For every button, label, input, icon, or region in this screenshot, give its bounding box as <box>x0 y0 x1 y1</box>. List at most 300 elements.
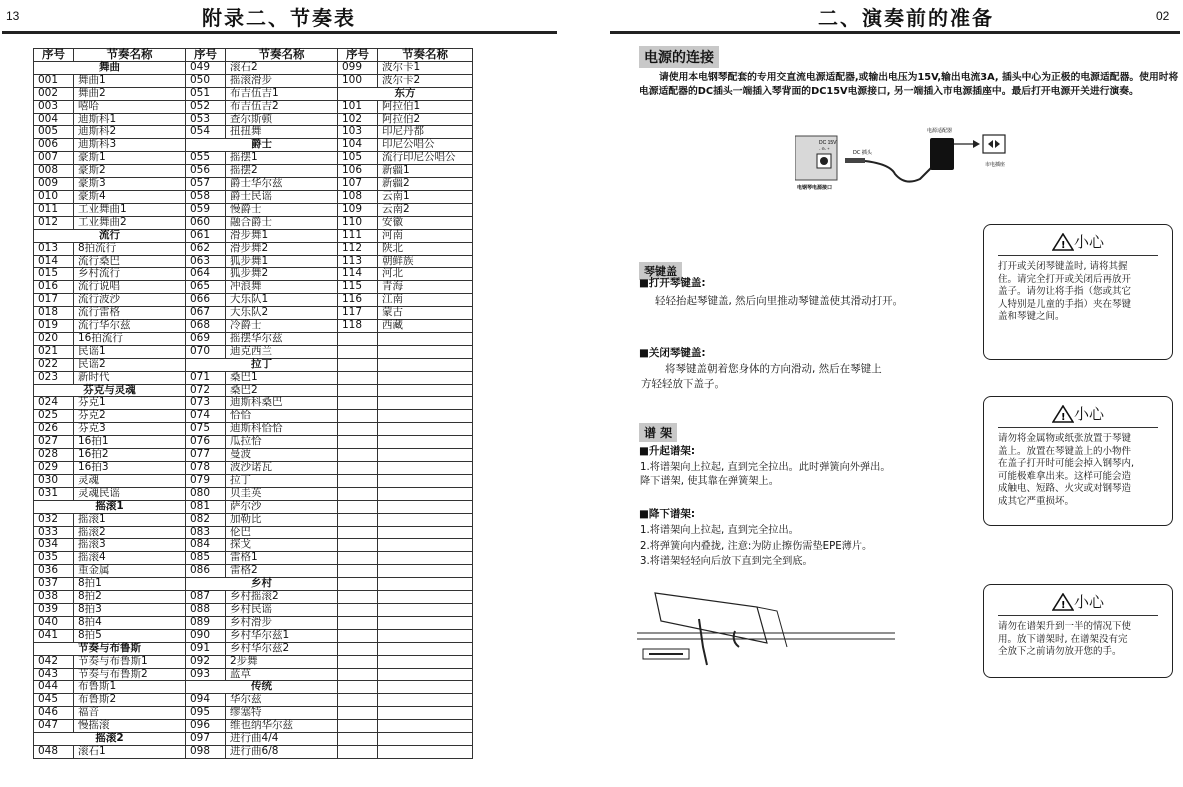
table-row <box>34 655 473 668</box>
rhythm-number-cell: 091 <box>186 642 226 655</box>
rhythm-number-cell: 110 <box>338 216 378 229</box>
rhythm-number-cell: 059 <box>186 203 226 216</box>
stand-lower-title: ■降下谱架: <box>639 508 696 520</box>
stand-heading: 谱 架 <box>639 423 677 442</box>
rhythm-name-cell: 乡村流行 <box>74 268 186 281</box>
dc-plug <box>845 158 865 163</box>
rhythm-number-cell: 058 <box>186 190 226 203</box>
rhythm-number-cell: 074 <box>186 410 226 423</box>
caution-title: 小心 <box>1073 405 1104 423</box>
rhythm-name-cell: 民谣2 <box>74 358 186 371</box>
table-header-cell: 节奏名称 <box>226 49 338 62</box>
rhythm-number-cell: 013 <box>34 242 74 255</box>
table-row <box>34 565 473 578</box>
rhythm-name-cell: 慢爵士 <box>226 203 338 216</box>
rhythm-number-cell: 014 <box>34 255 74 268</box>
rhythm-name-cell <box>378 345 473 358</box>
rhythm-name-cell <box>378 629 473 642</box>
rhythm-name-cell <box>378 526 473 539</box>
rhythm-number-cell: 056 <box>186 165 226 178</box>
rhythm-name-cell <box>378 707 473 720</box>
rhythm-name-cell <box>378 410 473 423</box>
rhythm-number-cell: 009 <box>34 178 74 191</box>
rhythm-number-cell: 044 <box>34 681 74 694</box>
rhythm-name-cell <box>378 384 473 397</box>
warning-icon <box>1052 593 1074 611</box>
rhythm-number-cell: 088 <box>186 603 226 616</box>
power-cable <box>865 161 935 182</box>
table-row <box>34 255 473 268</box>
rhythm-name-cell: 流行波沙 <box>74 294 186 307</box>
rhythm-name-cell: 豪斯3 <box>74 178 186 191</box>
rhythm-number-cell <box>338 642 378 655</box>
rhythm-name-cell: 爵士华尔兹 <box>226 178 338 191</box>
rhythm-name-cell: 8拍流行 <box>74 242 186 255</box>
rhythm-number-cell: 094 <box>186 694 226 707</box>
rhythm-number-cell: 029 <box>34 462 74 475</box>
rhythm-number-cell: 104 <box>338 139 378 152</box>
title-rule-left <box>2 31 557 34</box>
table-header-cell: 序号 <box>34 49 74 62</box>
category-cell: 拉丁 <box>186 358 338 371</box>
rhythm-name-cell: 阿拉伯1 <box>378 100 473 113</box>
table-header-cell: 节奏名称 <box>74 49 186 62</box>
rhythm-number-cell: 116 <box>338 294 378 307</box>
svg-text:!: ! <box>1060 411 1066 423</box>
rhythm-number-cell <box>338 500 378 513</box>
rhythm-number-cell: 115 <box>338 281 378 294</box>
rhythm-number-cell: 006 <box>34 139 74 152</box>
rhythm-number-cell: 083 <box>186 526 226 539</box>
rhythm-name-cell <box>378 423 473 436</box>
rhythm-name-cell: 加勒比 <box>226 513 338 526</box>
table-header-row <box>34 49 473 62</box>
table-row <box>34 203 473 216</box>
caution-box-1 <box>983 224 1173 360</box>
rhythm-name-cell <box>378 371 473 384</box>
table-row <box>34 358 473 371</box>
table-row <box>34 462 473 475</box>
rhythm-number-cell: 017 <box>34 294 74 307</box>
rhythm-name-cell <box>378 655 473 668</box>
rhythm-name-cell <box>378 332 473 345</box>
table-row <box>34 126 473 139</box>
lid-close-body-2: 方轻轻放下盖子。 <box>641 378 725 390</box>
rhythm-name-cell: 河北 <box>378 268 473 281</box>
table-row <box>34 526 473 539</box>
rhythm-number-cell <box>338 332 378 345</box>
plug-label: DC 插头 <box>853 150 872 156</box>
rhythm-number-cell: 003 <box>34 100 74 113</box>
rhythm-name-cell: 大乐队1 <box>226 294 338 307</box>
rhythm-name-cell: 工业舞曲2 <box>74 216 186 229</box>
rhythm-number-cell <box>338 694 378 707</box>
rhythm-number-cell: 085 <box>186 552 226 565</box>
rhythm-name-cell: 重金属 <box>74 565 186 578</box>
table-row <box>34 513 473 526</box>
rhythm-number-cell: 016 <box>34 281 74 294</box>
caution-line: 成触电、短路、火灾或对钢琴造 <box>998 483 1132 494</box>
rhythm-name-cell: 迪斯科2 <box>74 126 186 139</box>
lid-heading: 琴键盖 <box>639 262 682 280</box>
rhythm-number-cell: 068 <box>186 320 226 333</box>
rhythm-name-cell: 芬克3 <box>74 423 186 436</box>
rhythm-name-cell: 流行华尔兹 <box>74 320 186 333</box>
lid-open-title: ■打开琴键盖: <box>639 277 706 289</box>
rhythm-name-cell: 桑巴2 <box>226 384 338 397</box>
jack-sub: - ⊖- + <box>819 146 830 151</box>
rhythm-name-cell <box>378 616 473 629</box>
rhythm-number-cell: 054 <box>186 126 226 139</box>
rhythm-number-cell <box>338 707 378 720</box>
table-row <box>34 629 473 642</box>
table-row <box>34 539 473 552</box>
rhythm-number-cell: 117 <box>338 307 378 320</box>
rhythm-name-cell <box>378 745 473 758</box>
rhythm-number-cell: 093 <box>186 668 226 681</box>
rhythm-name-cell <box>378 462 473 475</box>
rhythm-name-cell <box>378 720 473 733</box>
table-row <box>34 423 473 436</box>
rhythm-name-cell: 云南2 <box>378 203 473 216</box>
rhythm-name-cell <box>378 565 473 578</box>
caution-line: 打开或关闭琴键盖时, 请将其握 <box>998 261 1128 272</box>
category-cell: 摇滚1 <box>34 500 186 513</box>
rhythm-name-cell: 8拍1 <box>74 578 186 591</box>
rhythm-number-cell: 043 <box>34 668 74 681</box>
rhythm-number-cell: 081 <box>186 500 226 513</box>
rhythm-name-cell: 福音 <box>74 707 186 720</box>
table-row <box>34 268 473 281</box>
caution-line: 成其它严重损坏。 <box>998 495 1075 507</box>
rhythm-name-cell: 摇摆华尔兹 <box>226 332 338 345</box>
table-row <box>34 307 473 320</box>
table-row <box>34 668 473 681</box>
table-row <box>34 578 473 591</box>
socket-label: 市电插座 <box>985 162 1006 168</box>
rhythm-number-cell: 034 <box>34 539 74 552</box>
rhythm-number-cell <box>338 487 378 500</box>
rhythm-name-cell <box>378 436 473 449</box>
rhythm-name-cell: 流行雷格 <box>74 307 186 320</box>
rhythm-name-cell: 16拍3 <box>74 462 186 475</box>
rhythm-number-cell: 071 <box>186 371 226 384</box>
jack-caption: 电钢琴电源接口 <box>797 185 833 191</box>
caution-box-3 <box>983 584 1173 678</box>
rhythm-name-cell: 摇滚滑步 <box>226 74 338 87</box>
rhythm-name-cell: 冲浪舞 <box>226 281 338 294</box>
rhythm-name-cell: 维也纳华尔兹 <box>226 720 338 733</box>
caution-line: 在盖子打开时可能会掉入钢琴内, <box>998 458 1135 469</box>
category-cell: 芬克与灵魂 <box>34 384 186 397</box>
rhythm-name-cell: 乡村滑步 <box>226 616 338 629</box>
rhythm-number-cell <box>338 629 378 642</box>
category-cell: 东方 <box>338 87 473 100</box>
table-row <box>34 345 473 358</box>
table-header-cell: 序号 <box>338 49 378 62</box>
rhythm-name-cell: 摇摆1 <box>226 152 338 165</box>
power-heading: 电源的连接 <box>639 46 719 68</box>
rhythm-number-cell: 075 <box>186 423 226 436</box>
rhythm-number-cell: 020 <box>34 332 74 345</box>
rhythm-number-cell <box>338 616 378 629</box>
rhythm-name-cell: 灵魂 <box>74 474 186 487</box>
rhythm-number-cell: 037 <box>34 578 74 591</box>
table-row <box>34 487 473 500</box>
rhythm-number-cell <box>338 358 378 371</box>
music-stand-illustration <box>637 585 897 685</box>
caution-line: 盖上。放置在琴键盖上的小物件 <box>998 445 1132 457</box>
rhythm-name-cell: 2步舞 <box>226 655 338 668</box>
table-row <box>34 100 473 113</box>
rhythm-name-cell: 摇滚4 <box>74 552 186 565</box>
caution-title: 小心 <box>1073 233 1104 251</box>
rhythm-number-cell: 050 <box>186 74 226 87</box>
rhythm-name-cell: 缪塞特 <box>226 707 338 720</box>
rhythm-name-cell: 拉丁 <box>226 474 338 487</box>
rhythm-number-cell <box>338 371 378 384</box>
rhythm-name-cell: 雷格2 <box>226 565 338 578</box>
rhythm-name-cell: 布鲁斯1 <box>74 681 186 694</box>
rhythm-name-cell <box>378 487 473 500</box>
rhythm-number-cell: 087 <box>186 591 226 604</box>
rhythm-name-cell <box>378 681 473 694</box>
rhythm-name-cell: 8拍3 <box>74 603 186 616</box>
table-row <box>34 642 473 655</box>
table-row <box>34 190 473 203</box>
caution-body <box>984 433 1172 514</box>
rhythm-number-cell <box>338 733 378 746</box>
rhythm-number-cell: 103 <box>338 126 378 139</box>
rhythm-number-cell: 052 <box>186 100 226 113</box>
rhythm-name-cell: 舞曲1 <box>74 74 186 87</box>
category-cell: 舞曲 <box>34 61 186 74</box>
rhythm-number-cell: 097 <box>186 733 226 746</box>
table-row <box>34 707 473 720</box>
rhythm-number-cell: 047 <box>34 720 74 733</box>
rhythm-name-cell: 滚石1 <box>74 745 186 758</box>
rhythm-name-cell: 贝圭英 <box>226 487 338 500</box>
rhythm-name-cell: 桑巴1 <box>226 371 338 384</box>
rhythm-name-cell: 摇滚3 <box>74 539 186 552</box>
rhythm-number-cell: 032 <box>34 513 74 526</box>
lid-close-body-1: 将琴键盖朝着您身体的方向滑动, 然后在琴键上 <box>665 363 882 375</box>
rhythm-name-cell: 豪斯4 <box>74 190 186 203</box>
table-row <box>34 87 473 100</box>
caution-line: 盖子。请勿让将手指（您或其它 <box>998 286 1132 297</box>
rhythm-number-cell: 102 <box>338 113 378 126</box>
rhythm-name-cell: 流行桑巴 <box>74 255 186 268</box>
rhythm-number-cell: 053 <box>186 113 226 126</box>
rhythm-number-cell <box>338 345 378 358</box>
table-row <box>34 216 473 229</box>
rhythm-number-cell: 086 <box>186 565 226 578</box>
stand-raise-title: ■升起谱架: <box>639 445 696 457</box>
table-row <box>34 591 473 604</box>
caution-body <box>984 261 1172 330</box>
rhythm-number-cell: 066 <box>186 294 226 307</box>
stand-lower-2: 2.将弹簧向内叠拢, 注意:为防止擦伤需垫EPE薄片。 <box>640 541 873 552</box>
table-row <box>34 720 473 733</box>
rhythm-number-cell: 114 <box>338 268 378 281</box>
rhythm-number-cell: 096 <box>186 720 226 733</box>
rhythm-name-cell: 8拍4 <box>74 616 186 629</box>
rhythm-number-cell: 106 <box>338 165 378 178</box>
rhythm-name-cell: 波沙诺瓦 <box>226 462 338 475</box>
rhythm-number-cell: 004 <box>34 113 74 126</box>
rhythm-number-cell: 042 <box>34 655 74 668</box>
rhythm-number-cell: 041 <box>34 629 74 642</box>
rhythm-number-cell: 048 <box>34 745 74 758</box>
power-body: 请使用本电钢琴配套的专用交直流电源适配器,或输出电压为15V,输出电流3A, 插头中心为正极的电源适配器。使用时将电源适配器的DC插头一端插入琴背面的DC15V电源接口, 另一端插入市电源插座中。最后打开电源开关进行演奏。 <box>639 72 1179 97</box>
rhythm-name-cell: 迪斯科1 <box>74 113 186 126</box>
rhythm-number-cell: 025 <box>34 410 74 423</box>
rhythm-number-cell <box>338 668 378 681</box>
rhythm-name-cell: 萨尔沙 <box>226 500 338 513</box>
svg-text:!: ! <box>1060 239 1066 251</box>
rhythm-table <box>33 48 473 759</box>
svg-text:!: ! <box>1060 599 1066 611</box>
rhythm-name-cell: 乡村摇滚2 <box>226 591 338 604</box>
category-cell: 乡村 <box>186 578 338 591</box>
table-row <box>34 281 473 294</box>
rhythm-number-cell: 022 <box>34 358 74 371</box>
rhythm-number-cell: 007 <box>34 152 74 165</box>
rhythm-name-cell: 爵士民谣 <box>226 190 338 203</box>
rhythm-name-cell: 冷爵士 <box>226 320 338 333</box>
stand-lower-3: 3.将谱架轻轻向后放下直到完全到底。 <box>640 556 813 567</box>
lid-close-title: ■关闭琴键盖: <box>639 347 706 359</box>
rhythm-name-cell <box>378 578 473 591</box>
rhythm-number-cell: 089 <box>186 616 226 629</box>
rhythm-number-cell: 112 <box>338 242 378 255</box>
rhythm-number-cell: 024 <box>34 397 74 410</box>
rhythm-number-cell: 098 <box>186 745 226 758</box>
rhythm-name-cell: 华尔兹 <box>226 694 338 707</box>
rhythm-name-cell: 朝鲜族 <box>378 255 473 268</box>
table-row <box>34 139 473 152</box>
rhythm-name-cell <box>378 694 473 707</box>
warning-icon <box>1052 233 1074 251</box>
rhythm-name-cell: 舞曲2 <box>74 87 186 100</box>
rhythm-name-cell: 8拍5 <box>74 629 186 642</box>
rhythm-name-cell: 恰恰 <box>226 410 338 423</box>
caution-line: 可能极难拿出来。这样可能会造 <box>998 470 1132 482</box>
rhythm-number-cell <box>338 410 378 423</box>
rhythm-name-cell: 16拍1 <box>74 436 186 449</box>
rhythm-name-cell: 乡村民谣 <box>226 603 338 616</box>
rhythm-number-cell <box>338 526 378 539</box>
adapter-icon <box>930 138 954 170</box>
rhythm-name-cell <box>378 668 473 681</box>
rhythm-number-cell: 023 <box>34 371 74 384</box>
rhythm-name-cell: 乡村华尔兹2 <box>226 642 338 655</box>
rhythm-number-cell: 078 <box>186 462 226 475</box>
rhythm-number-cell: 111 <box>338 229 378 242</box>
table-row <box>34 474 473 487</box>
caution-line: 住。请完全打开或关闭后再放开 <box>998 273 1132 285</box>
table-row <box>34 681 473 694</box>
rhythm-number-cell: 027 <box>34 436 74 449</box>
rhythm-number-cell <box>338 603 378 616</box>
rhythm-name-cell: 工业舞曲1 <box>74 203 186 216</box>
rhythm-name-cell: 滑步舞2 <box>226 242 338 255</box>
rhythm-number-cell: 026 <box>34 423 74 436</box>
rhythm-name-cell: 扭扭舞 <box>226 126 338 139</box>
rhythm-name-cell: 嘻哈 <box>74 100 186 113</box>
rhythm-number-cell: 079 <box>186 474 226 487</box>
rhythm-number-cell: 021 <box>34 345 74 358</box>
rhythm-name-cell: 曼波 <box>226 449 338 462</box>
rhythm-number-cell: 060 <box>186 216 226 229</box>
rhythm-number-cell: 107 <box>338 178 378 191</box>
rhythm-number-cell: 018 <box>34 307 74 320</box>
rhythm-number-cell <box>338 565 378 578</box>
rhythm-number-cell: 101 <box>338 100 378 113</box>
rhythm-number-cell <box>338 591 378 604</box>
rhythm-name-cell: 布鲁斯2 <box>74 694 186 707</box>
rhythm-number-cell: 070 <box>186 345 226 358</box>
rhythm-name-cell: 8拍2 <box>74 591 186 604</box>
rhythm-name-cell <box>378 474 473 487</box>
rhythm-number-cell: 064 <box>186 268 226 281</box>
caution-line: 盖和琴键之间。 <box>998 311 1065 322</box>
table-row <box>34 61 473 74</box>
rhythm-name-cell: 新疆1 <box>378 165 473 178</box>
rhythm-number-cell <box>338 552 378 565</box>
table-row <box>34 332 473 345</box>
rhythm-name-cell: 慢摇滚 <box>74 720 186 733</box>
table-row <box>34 229 473 242</box>
rhythm-name-cell: 布吉伍吉2 <box>226 100 338 113</box>
rhythm-name-cell: 摇滚1 <box>74 513 186 526</box>
power-diagram <box>795 124 1025 204</box>
rhythm-number-cell: 005 <box>34 126 74 139</box>
rhythm-number-cell: 033 <box>34 526 74 539</box>
rhythm-name-cell: 大乐队2 <box>226 307 338 320</box>
table-row <box>34 165 473 178</box>
rhythm-name-cell <box>378 358 473 371</box>
category-cell: 节奏与布鲁斯 <box>34 642 186 655</box>
rhythm-number-cell <box>338 513 378 526</box>
rhythm-number-cell <box>338 681 378 694</box>
table-row <box>34 436 473 449</box>
rhythm-name-cell: 迪斯科恰恰 <box>226 423 338 436</box>
rhythm-number-cell: 055 <box>186 152 226 165</box>
rhythm-name-cell <box>378 539 473 552</box>
caution-line: 请勿将金属物或纸张放置于琴键 <box>998 433 1132 444</box>
rhythm-number-cell: 057 <box>186 178 226 191</box>
rhythm-number-cell: 113 <box>338 255 378 268</box>
rhythm-number-cell: 008 <box>34 165 74 178</box>
rhythm-name-cell: 新疆2 <box>378 178 473 191</box>
rhythm-number-cell: 073 <box>186 397 226 410</box>
rhythm-name-cell: 狐步舞2 <box>226 268 338 281</box>
table-row <box>34 449 473 462</box>
rhythm-number-cell: 099 <box>338 61 378 74</box>
rhythm-number-cell: 002 <box>34 87 74 100</box>
rhythm-number-cell: 090 <box>186 629 226 642</box>
table-header-cell: 节奏名称 <box>378 49 473 62</box>
rhythm-number-cell: 063 <box>186 255 226 268</box>
caution-box-2 <box>983 396 1173 526</box>
table-row <box>34 294 473 307</box>
rhythm-number-cell: 028 <box>34 449 74 462</box>
socket-icon <box>983 135 1005 153</box>
rhythm-name-cell <box>378 603 473 616</box>
rhythm-number-cell: 105 <box>338 152 378 165</box>
rhythm-number-cell: 076 <box>186 436 226 449</box>
